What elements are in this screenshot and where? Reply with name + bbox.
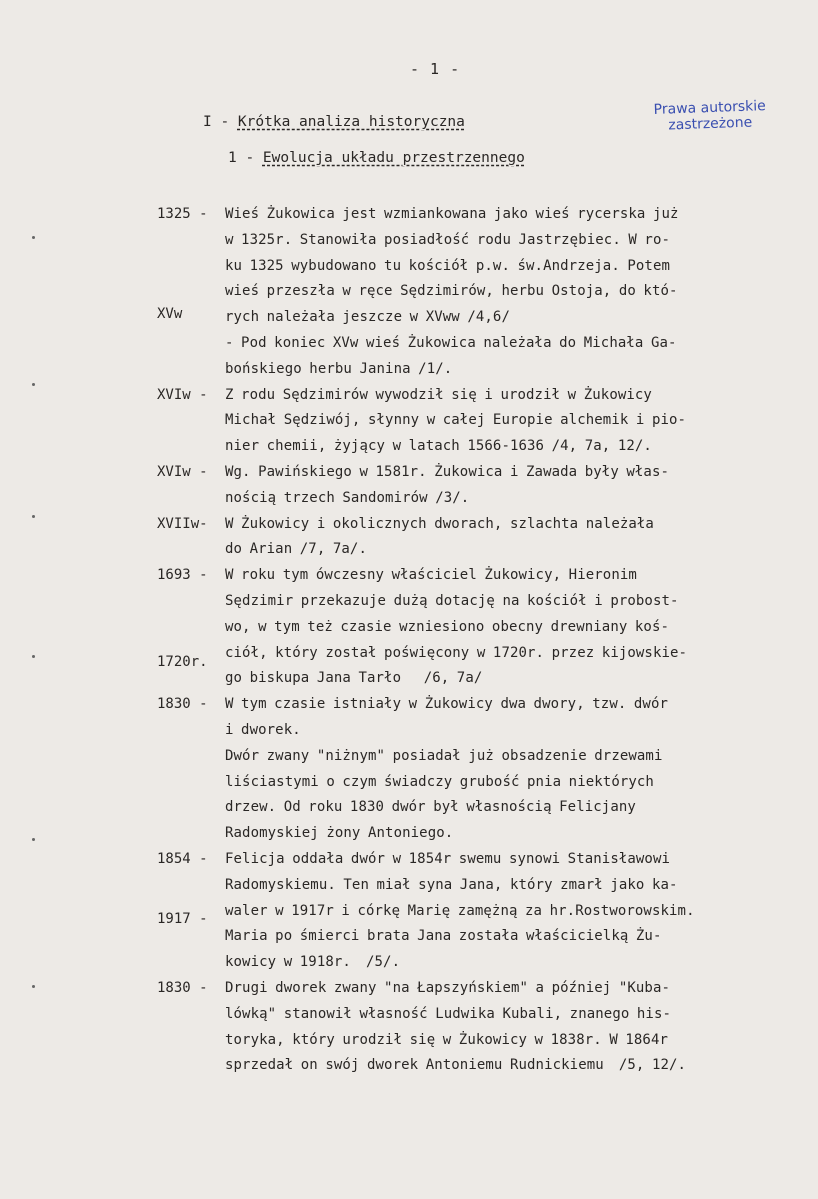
entry-date: XVIw - xyxy=(157,386,208,403)
entry-text: Drugi dworek zwany "na Łapszyńskiem" a później "Kuba- lówką" stanowił własność Ludwika Kubali, znanego his- toryka, który urodził się w Żukowicy w 1838r. W 1864r sprzedał on swój dworek Antoniemu Rudnickiemu /5, 12/. xyxy=(225,979,687,1074)
subsection-heading-title: Ewolucja układu przestrzennego xyxy=(262,150,525,166)
history-entry xyxy=(157,563,797,692)
entry-text: Wieś Żukowica jest wzmiankowana jako wieś rycerska już w 1325r. Stanowiła posiadłość rodu Jastrzębiec. W ro- ku 1325 wybudowano tu kościół p.w. św.Andrzeja. Potem wieś przeszła w ręce Sędzimirów, herbu Ostoja, do któ- rych należała jeszcze w XVww /4,6/ xyxy=(225,206,679,326)
entry-text: Z rodu Sędzimirów wywodził się i urodził w Żukowicy Michał Sędziwój, słynny w całej Europie alchemik i pio- nier chemii, żyjący w latach 1566-1636 /4, 7a, 12/. xyxy=(225,386,687,455)
page-number: - 1 - xyxy=(410,60,461,78)
history-entry xyxy=(157,976,797,1079)
entry-date: 1693 - xyxy=(157,567,208,584)
history-entry xyxy=(157,692,797,847)
entry-text: W tym czasie istniały w Żukowicy dwa dwory, tzw. dwór i dworek. Dwór zwany "niżnym" posiadał już obsadzenie drzewami liściastymi o czym świadczy grubość pnia niektórych drzew. Od roku 1830 dwór był własnością Felicjany Radomyskiej żony Antoniego. xyxy=(225,696,669,842)
margin-note-1720: 1720r. xyxy=(157,654,208,670)
entry-text: Felicja oddała dwór w 1854r swemu synowi Stanisławowi Radomyskiemu. Ten miał syna Jana, który zmarł jako ka- waler w 1917r i córkę Marię zamężną za hr.Rostworowskim. Maria po śmierci brata Jana została właścicielką Żu- kowicy w 1918r. /5/. xyxy=(225,850,695,971)
copyright-stamp xyxy=(629,97,790,135)
margin-note-1917: 1917 - xyxy=(157,911,208,927)
entry-date: 1830 - xyxy=(157,696,208,713)
punch-hole xyxy=(32,515,35,518)
entry-text: Wg. Pawińskiego w 1581r. Żukowica i Zawada były włas- nością trzech Sandomirów /3/. xyxy=(225,463,670,506)
punch-hole xyxy=(32,985,35,988)
history-entry xyxy=(157,460,797,512)
section-heading xyxy=(203,114,465,130)
section-heading-title: Krótka analiza historyczna xyxy=(237,114,465,130)
entry-date: XVIIw- xyxy=(157,515,208,532)
punch-hole xyxy=(32,383,35,386)
entry-text: W Żukowicy i okolicznych dworach, szlachta należała do Arian /7, 7a/. xyxy=(225,515,654,558)
stamp-line-1: Prawa autorskie xyxy=(653,98,767,118)
history-entry xyxy=(157,847,797,976)
history-entry xyxy=(157,331,797,383)
history-entry xyxy=(157,512,797,564)
entry-date: 1325 - xyxy=(157,206,208,222)
history-entry xyxy=(157,202,797,331)
entry-text: - Pod koniec XVw wieś Żukowica należała do Michała Ga- bońskiego herbu Janina /1/. xyxy=(225,334,677,377)
entry-date: XVIw - xyxy=(157,463,208,480)
subsection-heading xyxy=(228,150,525,166)
entry-date: 1854 - xyxy=(157,850,208,867)
margin-note-xvw: XVw xyxy=(157,306,183,322)
punch-hole xyxy=(32,838,35,841)
history-entry xyxy=(157,383,797,460)
entry-text: W roku tym ówczesny właściciel Żukowicy, Hieronim Sędzimir przekazuje dużą dotację na kościół i probost- wo, w tym też czasie wzniesiono obecny drewniany koś- ciół, który został poświęcony w 1720r. przez kijowskie- go biskupa Jana Tarło /6, 7a/ xyxy=(225,567,688,687)
section-heading-prefix: I - xyxy=(203,114,238,130)
history-entries xyxy=(157,202,797,1079)
stamp-line-2: zastrzeżone xyxy=(668,114,753,134)
entry-date: 1830 - xyxy=(157,979,208,996)
punch-hole xyxy=(32,655,35,658)
punch-hole xyxy=(32,236,35,239)
subsection-heading-prefix: 1 - xyxy=(228,150,263,166)
